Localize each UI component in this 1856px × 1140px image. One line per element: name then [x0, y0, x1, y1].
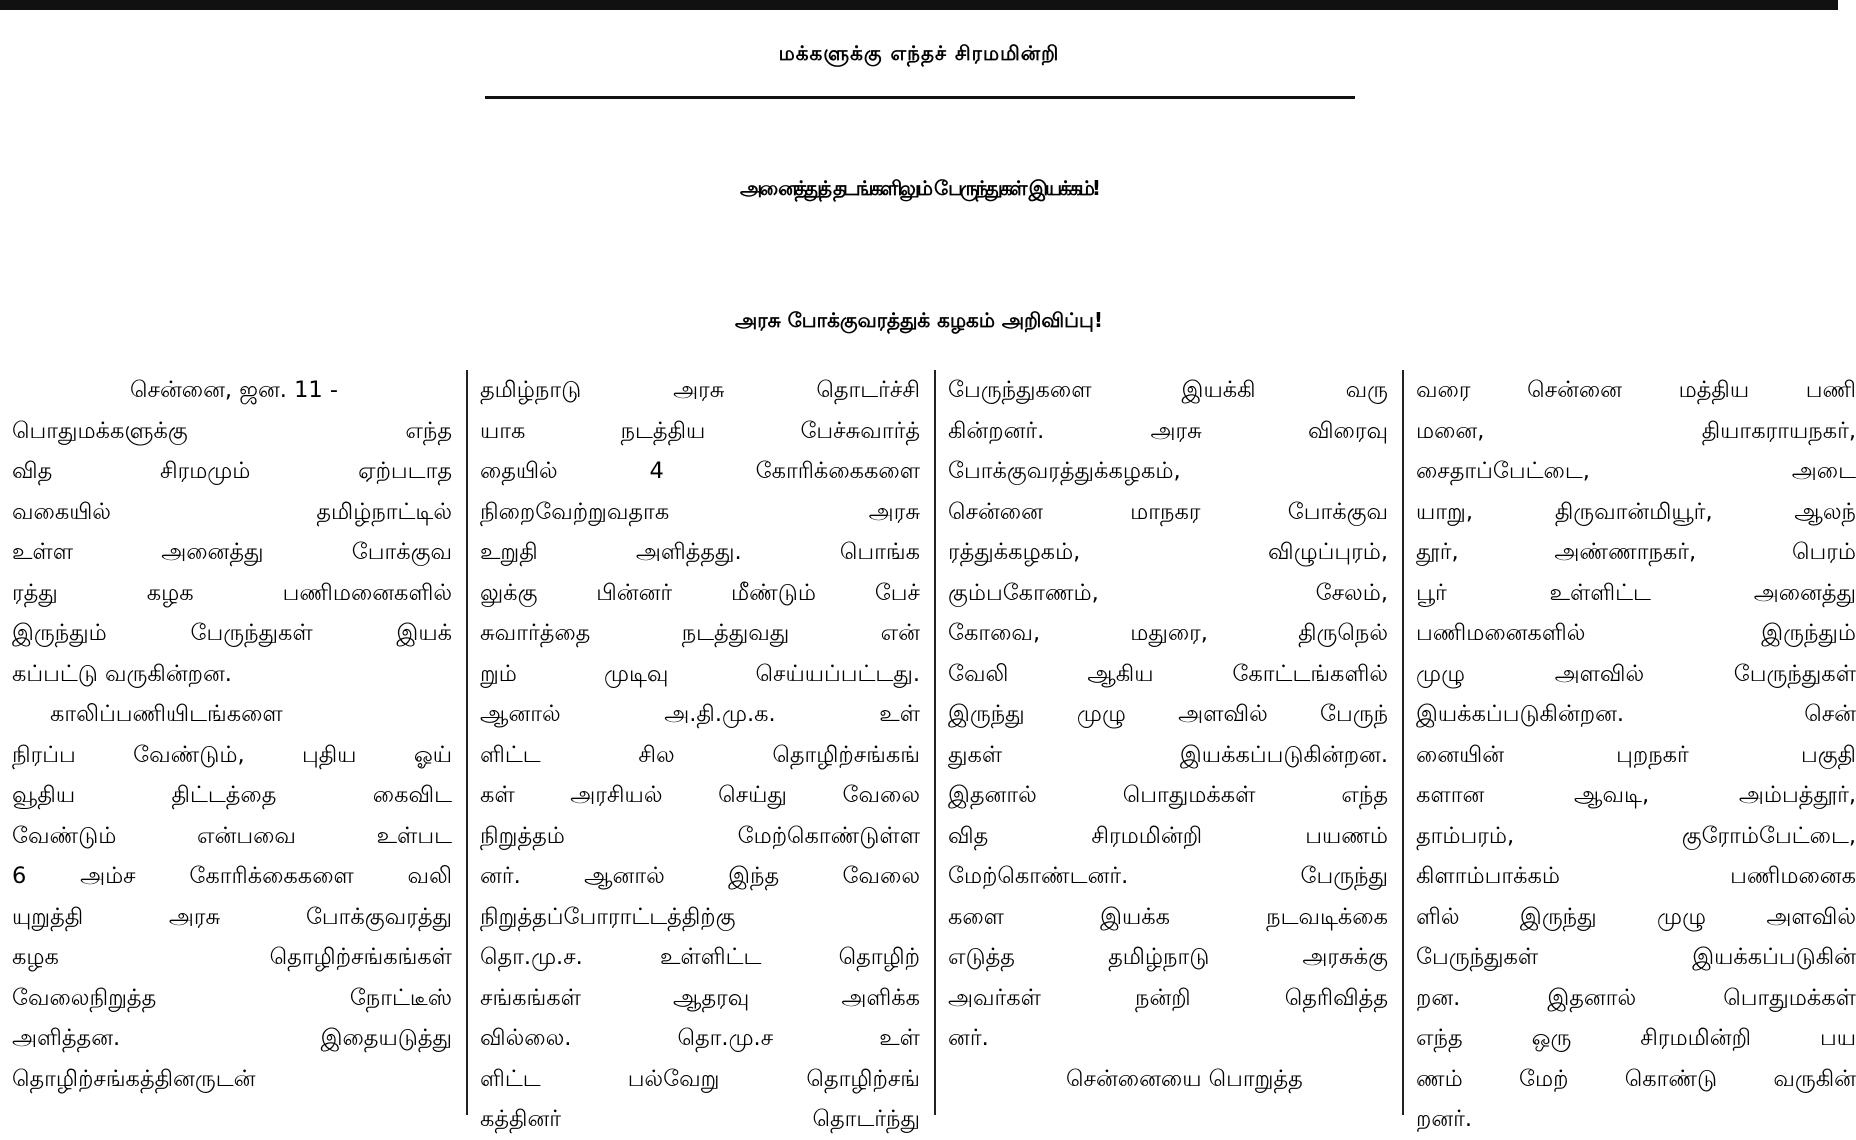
article-text-line: அவர்கள் நன்றி தெரிவித்த — [948, 984, 1388, 1011]
article-text-line: ணம் மேற் கொண்டு வருகின் — [1416, 1065, 1856, 1092]
article-text-line: பொதுமக்களுக்கு எந்த — [12, 417, 452, 444]
article-text-line: மனை, தியாகராயநகர், — [1416, 417, 1856, 444]
article-text-line: றும் முடிவு செய்யப்பட்டது. — [480, 660, 920, 687]
article-text-line: இதனால் பொதுமக்கள் எந்த — [948, 782, 1388, 808]
article-body — [12, 370, 1856, 1132]
article-text-line: சென்னை மாநகர போக்குவ — [948, 498, 1388, 525]
article-column-3 — [948, 370, 1388, 1115]
article-text-line: ரத்துக்கழகம், விழுப்புரம், — [948, 539, 1388, 565]
article-text-line: ஆனால் அ.தி.மு.க. உள் — [480, 701, 920, 727]
article-text-line: பேருந்துகள் இயக்கப்படுகின் — [1416, 944, 1856, 970]
article-text-line: யுறுத்தி அரசு போக்குவரத்து — [12, 903, 452, 930]
article-text-line: றனர். — [1416, 1106, 1473, 1132]
article-text-line: நிறுத்தப்போராட்டத்திற்கு — [480, 903, 736, 930]
article-text-line: சென்னை, ஜன. 11 - — [130, 377, 338, 403]
article-text-line: றன. இதனால் பொதுமக்கள் — [1416, 984, 1856, 1011]
article-text-line: போக்குவரத்துக்கழகம், — [948, 458, 1181, 484]
article-text-line: வரை சென்னை மத்திய பணி — [1416, 377, 1856, 403]
article-text-line: நிறைவேற்றுவதாக அரசு — [480, 498, 920, 525]
article-text-line: யாறு, திருவான்மியூர், ஆலந் — [1416, 498, 1856, 525]
article-text-line: தாம்பரம், குரோம்பேட்டை, — [1416, 822, 1856, 849]
article-text-line: கத்தினர் தொடர்ந்து — [480, 1106, 920, 1132]
article-text-line: இருந்து முழு அளவில் பேருந் — [948, 701, 1388, 727]
article-text-line: உள்ள அனைத்து போக்குவ — [12, 539, 452, 565]
main-headline: அனைத்துத் தடங்களிலும் பேருந்துகள் இயக்கம்! — [740, 176, 1098, 200]
article-text-line: இயக்கப்படுகின்றன. சென் — [1416, 701, 1856, 727]
article-column-2 — [480, 370, 920, 1132]
sub-headline: அரசு போக்குவரத்துக் கழகம் அறிவிப்பு! — [735, 308, 1103, 332]
top-rule — [0, 0, 1838, 10]
article-text-line: கிளாம்பாக்கம் பணிமனைக — [1416, 863, 1856, 889]
article-text-line: வூதிய திட்டத்தை கைவிட — [12, 782, 452, 808]
article-text-line: வேலைநிறுத்த நோட்டீஸ் — [12, 984, 452, 1011]
article-text-line: சுவார்த்தை நடத்துவது என் — [480, 620, 920, 646]
article-text-line: அளித்தன. இதையடுத்து — [12, 1025, 452, 1051]
article-text-line: உறுதி அளித்தது. பொங்க — [480, 539, 920, 565]
column-divider — [1402, 370, 1404, 1115]
article-text-line: காலிப்பணியிடங்களை — [50, 701, 283, 727]
article-text-line: கும்பகோணம், சேலம், — [948, 579, 1388, 606]
column-divider — [934, 370, 936, 1115]
article-text-line: வித சிரமமின்றி பயணம் — [948, 822, 1388, 849]
article-text-line: நிறுத்தம் மேற்கொண்டுள்ள — [480, 822, 920, 849]
article-text-line: எடுத்த தமிழ்நாடு அரசுக்கு — [948, 944, 1388, 970]
article-text-line: னர். ஆனால் இந்த வேலை — [480, 863, 920, 889]
article-text-line: மேற்கொண்டனர். பேருந்து — [948, 863, 1388, 889]
kicker-underline — [485, 96, 1355, 99]
article-column-1 — [12, 370, 452, 1115]
article-text-line: சென்னையை பொறுத்த — [1066, 1065, 1303, 1092]
kicker-heading: மக்களுக்கு எந்தச் சிரமமின்றி — [778, 41, 1060, 65]
article-text-line: சைதாப்பேட்டை, அடை — [1416, 458, 1856, 484]
article-text-line: நிரப்ப வேண்டும், புதிய ஓய் — [12, 741, 452, 768]
article-text-line: கழக தொழிற்சங்கங்கள் — [12, 944, 452, 970]
article-text-line: வேண்டும் என்பவை உள்பட — [12, 822, 452, 849]
article-text-line: களை இயக்க நடவடிக்கை — [948, 903, 1388, 930]
article-text-line: தையில் 4 கோரிக்கைகளை — [480, 458, 920, 484]
article-text-line: கள் அரசியல் செய்து வேலை — [480, 782, 920, 808]
article-text-line: துகள் இயக்கப்படுகின்றன. — [948, 741, 1388, 768]
article-text-line: ளிட்ட பல்வேறு தொழிற்சங் — [480, 1065, 920, 1092]
article-text-line: வில்லை. தொ.மு.ச உள் — [480, 1025, 920, 1051]
article-text-line: பணிமனைகளில் இருந்தும் — [1416, 620, 1856, 646]
article-text-line: வேலி ஆகிய கோட்டங்களில் — [948, 660, 1388, 687]
article-text-line: யாக நடத்திய பேச்சுவார்த் — [480, 417, 920, 444]
article-text-line: முழு அளவில் பேருந்துகள் — [1416, 660, 1856, 687]
article-column-4 — [1416, 370, 1856, 1132]
article-text-line: ரத்து கழக பணிமனைகளில் — [12, 579, 452, 606]
article-text-line: பேருந்துகளை இயக்கி வரு — [948, 377, 1388, 403]
article-text-line: கப்பட்டு வருகின்றன. — [12, 660, 232, 687]
article-text-line: தமிழ்நாடு அரசு தொடர்ச்சி — [480, 377, 920, 403]
article-text-line: சங்கங்கள் ஆதரவு அளிக்க — [480, 984, 920, 1011]
article-text-line: தொழிற்சங்கத்தினருடன் — [12, 1065, 256, 1092]
article-text-line: வித சிரமமும் ஏற்படாத — [12, 458, 452, 484]
article-text-line: இருந்தும் பேருந்துகள் இயக் — [12, 620, 452, 646]
column-divider — [466, 370, 468, 1115]
article-text-line: லுக்கு பின்னர் மீண்டும் பேச் — [480, 579, 920, 606]
article-text-line: னர். — [948, 1025, 989, 1051]
article-text-line: பூர் உள்ளிட்ட அனைத்து — [1416, 579, 1856, 606]
article-text-line: எந்த ஒரு சிரமமின்றி பய — [1416, 1025, 1856, 1051]
article-text-line: வகையில் தமிழ்நாட்டில் — [12, 498, 452, 525]
article-text-line: ளில் இருந்து முழு அளவில் — [1416, 903, 1856, 930]
article-text-line: கின்றனர். அரசு விரைவு — [948, 417, 1388, 444]
article-text-line: ளிட்ட சில தொழிற்சங்கங் — [480, 741, 920, 768]
article-text-line: தூர், அண்ணாநகர், பெரம் — [1416, 539, 1856, 565]
article-text-line: கோவை, மதுரை, திருநெல் — [948, 620, 1388, 646]
article-text-line: னையின் புறநகர் பகுதி — [1416, 741, 1856, 768]
article-text-line: 6 அம்ச கோரிக்கைகளை வலி — [12, 863, 452, 889]
article-text-line: தொ.மு.ச. உள்ளிட்ட தொழிற் — [480, 944, 920, 970]
article-text-line: களான ஆவடி, அம்பத்தூர், — [1416, 782, 1856, 808]
